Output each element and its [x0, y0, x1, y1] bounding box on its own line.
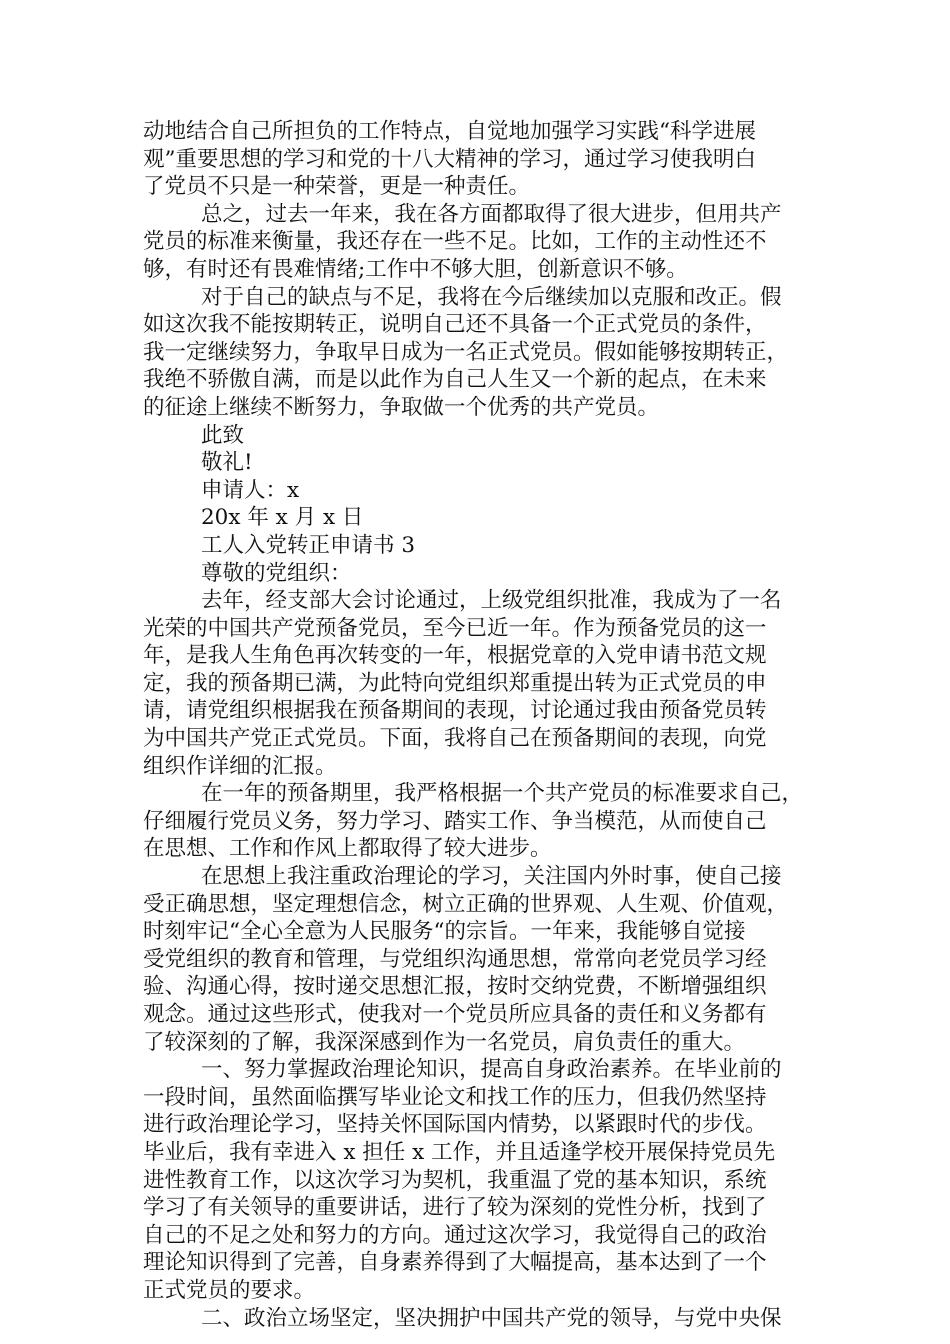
text-line: 的征途上继续不断努力，争取做一个优秀的共产党员。	[143, 394, 660, 420]
text-line: 如这次我不能按期转正，说明自己还不具备一个正式党员的条件，	[143, 312, 767, 338]
text-line: 组织作详细的汇报。	[143, 753, 337, 779]
text-line: 光荣的中国共产党预备党员，至今已近一年。作为预备党员的这一	[143, 615, 767, 641]
text-line: 验、沟通心得，按时递交思想汇报，按时交纳党费，不断增强组织	[143, 974, 767, 1000]
text-line: 一段时间，虽然面临撰写毕业论文和找工作的压力，但我仍然坚持	[143, 1084, 767, 1110]
text-line: 年，是我人生角色再次转变的一年，根据党章的入党申请书范文规	[143, 643, 767, 669]
text-line: 申请人：x	[201, 477, 300, 503]
text-line: 党员的标准来衡量，我还存在一些不足。比如，工作的主动性还不	[143, 229, 767, 255]
text-line: 总之，过去一年来，我在各方面都取得了很大进步，但用共产	[201, 201, 782, 227]
text-line: 我一定继续努力，争取早日成为一名正式党员。假如能够按期转正，	[143, 339, 789, 365]
text-line: 动地结合自己所担负的工作特点，自觉地加强学习实践“科学进展	[143, 119, 756, 144]
text-line: 此致	[201, 422, 245, 448]
text-line: 对于自己的缺点与不足，我将在今后继续加以克服和改正。假	[201, 284, 782, 310]
text-line: 了较深刻的了解，我深深感到作为一名党员，肩负责任的重大。	[143, 1029, 746, 1055]
text-line: 进行政治理论学习，坚持关怀国际国内情势，以紧跟时代的步伐。	[143, 1112, 767, 1138]
text-line: 够，有时还有畏难情绪;工作中不够大胆，创新意识不够。	[143, 256, 688, 282]
text-line: 在思想上我注重政治理论的学习，关注国内外时事，使自己接	[201, 864, 782, 890]
text-line: 我绝不骄傲自满，而是以此作为自己人生又一个新的起点，在未来	[143, 367, 767, 393]
text-line: 在一年的预备期里，我严格根据一个共产党员的标准要求自己，	[201, 781, 804, 807]
text-line: 二、政治立场坚定，坚决拥护中国共产党的领导，与党中央保	[201, 1305, 782, 1331]
text-line: 工人入党转正申请书 3	[201, 532, 416, 558]
text-line: 请，请党组织根据我在预备期间的表现，讨论通过我由预备党员转	[143, 698, 767, 724]
document-body	[143, 118, 813, 1332]
text-line: 尊敬的党组织：	[201, 560, 352, 586]
text-line: 自己的不足之处和努力的方向。通过这次学习，我觉得自己的政治	[143, 1222, 767, 1248]
text-line: 了党员不只是一种荣誉，更是一种责任。	[143, 174, 531, 200]
text-line: 仔细履行党员义务，努力学习、踏实工作、争当模范，从而使自己	[143, 808, 767, 834]
text-line: 受正确思想，坚定理想信念，树立正确的世界观、人生观、价值观，	[143, 891, 789, 917]
text-line: 一、努力掌握政治理论知识，提高自身政治素养。在毕业前的	[201, 1057, 782, 1083]
text-line: 观”重要思想的学习和党的十八大精神的学习，通过学习使我明白	[143, 146, 756, 172]
text-line: 时刻牢记“全心全意为人民服务“的宗旨。一年来，我能够自觉接	[143, 919, 746, 945]
text-line: 毕业后，我有幸进入 x 担任 x 工作，并且适逢学校开展保持党员先	[143, 1139, 776, 1165]
text-line: 学习了有关领导的重要讲话，进行了较为深刻的党性分析，找到了	[143, 1195, 767, 1221]
text-line: 定，我的预备期已满，为此特向党组织郑重提出转为正式党员的申	[143, 670, 767, 696]
text-line: 20x 年 x 月 x 日	[201, 505, 364, 531]
text-line: 正式党员的要求。	[143, 1277, 316, 1303]
text-line: 为中国共产党正式党员。下面，我将自己在预备期间的表现，向党	[143, 726, 767, 752]
text-line: 受党组织的教育和管理，与党组织沟通思想，常常向老党员学习经	[143, 946, 767, 972]
text-line: 进性教育工作，以这次学习为契机，我重温了党的基本知识，系统	[143, 1167, 767, 1193]
text-line: 在思想、工作和作风上都取得了较大进步。	[143, 836, 552, 862]
text-line: 理论知识得到了完善，自身素养得到了大幅提高，基本达到了一个	[143, 1250, 767, 1276]
text-line: 观念。通过这些形式，使我对一个党员所应具备的责任和义务都有	[143, 1002, 767, 1027]
text-line: 敬礼!	[201, 450, 253, 476]
text-line: 去年，经支部大会讨论通过，上级党组织批准，我成为了一名	[201, 588, 782, 614]
